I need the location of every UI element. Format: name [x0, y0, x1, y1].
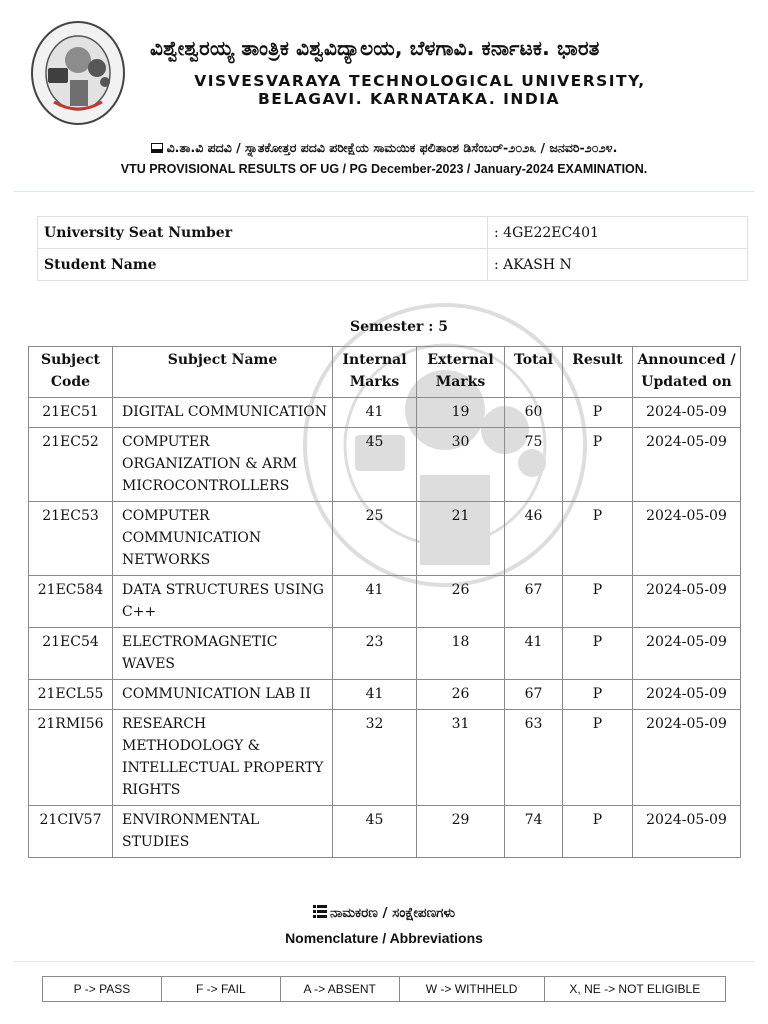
- announced-date: 2024-05-09: [633, 502, 741, 576]
- footer-divider: [14, 961, 754, 962]
- results-table: [28, 346, 741, 858]
- abbr-not-eligible: X, NE -> NOT ELIGIBLE: [544, 977, 725, 1002]
- abbreviations-row: [43, 977, 726, 1002]
- table-row: [29, 710, 741, 806]
- subject-name: DIGITAL COMMUNICATION: [113, 398, 333, 428]
- header-external-marks: External Marks: [417, 347, 505, 398]
- total-marks: 74: [505, 806, 563, 858]
- subject-code: 21EC53: [29, 502, 113, 576]
- result-status: P: [563, 680, 633, 710]
- header-internal-marks: Internal Marks: [333, 347, 417, 398]
- page-header: [0, 0, 768, 190]
- nomenclature-title-english: Nomenclature / Abbreviations: [285, 930, 483, 946]
- total-marks: 75: [505, 428, 563, 502]
- result-status: P: [563, 628, 633, 680]
- student-name-label: Student Name: [38, 249, 488, 281]
- total-marks: 60: [505, 398, 563, 428]
- university-title-kannada: ವಿಶ್ವೇಶ್ವರಯ್ಯ ತಾಂತ್ರಿಕ ವಿಶ್ವವಿದ್ಯಾಲಯ, ಬೆಳಗಾವಿ. ಕರ್ನಾಟಕ. ಭಾರತ: [150, 36, 600, 60]
- desktop-icon: [151, 143, 163, 153]
- semester-heading: Semester : 5: [349, 319, 449, 335]
- results-subtitle-english: VTU PROVISIONAL RESULTS OF UG / PG December-2023 / January-2024 EXAMINATION.: [120, 162, 648, 176]
- usn-value: : 4GE22EC401: [488, 217, 748, 249]
- results-header-row: [29, 347, 741, 398]
- header-announced: Announced / Updated on: [633, 347, 741, 398]
- internal-marks: 45: [333, 428, 417, 502]
- announced-date: 2024-05-09: [633, 680, 741, 710]
- abbr-absent: A -> ABSENT: [280, 977, 399, 1002]
- total-marks: 41: [505, 628, 563, 680]
- subject-name: COMPUTER COMMUNICATION NETWORKS: [113, 502, 333, 576]
- announced-date: 2024-05-09: [633, 576, 741, 628]
- subject-name: COMMUNICATION LAB II: [113, 680, 333, 710]
- header-subject-name: Subject Name: [113, 347, 333, 398]
- header-divider: [14, 191, 754, 192]
- usn-label: University Seat Number: [38, 217, 488, 249]
- subject-code: 21EC54: [29, 628, 113, 680]
- internal-marks: 45: [333, 806, 417, 858]
- header-total: Total: [505, 347, 563, 398]
- internal-marks: 32: [333, 710, 417, 806]
- abbr-pass: P -> PASS: [43, 977, 162, 1002]
- table-row: [29, 502, 741, 576]
- subject-code: 21RMI56: [29, 710, 113, 806]
- subject-code: 21EC584: [29, 576, 113, 628]
- announced-date: 2024-05-09: [633, 428, 741, 502]
- subject-code: 21EC52: [29, 428, 113, 502]
- external-marks: 29: [417, 806, 505, 858]
- table-row: [29, 806, 741, 858]
- announced-date: 2024-05-09: [633, 398, 741, 428]
- university-location-english: BELAGAVI. KARNATAKA. INDIA: [257, 90, 560, 108]
- result-status: P: [563, 502, 633, 576]
- table-row: [29, 628, 741, 680]
- abbreviations-table: [42, 976, 726, 1002]
- internal-marks: 25: [333, 502, 417, 576]
- student-name-value: : AKASH N: [488, 249, 748, 281]
- subject-name: COMPUTER ORGANIZATION & ARM MICROCONTROLLERS: [113, 428, 333, 502]
- announced-date: 2024-05-09: [633, 710, 741, 806]
- internal-marks: 41: [333, 680, 417, 710]
- subject-code: 21CIV57: [29, 806, 113, 858]
- announced-date: 2024-05-09: [633, 806, 741, 858]
- subject-name: RESEARCH METHODOLOGY & INTELLECTUAL PROPERTY RIGHTS: [113, 710, 333, 806]
- student-info-table: [37, 216, 748, 281]
- table-row: [29, 428, 741, 502]
- announced-date: 2024-05-09: [633, 628, 741, 680]
- header-subject-code: Subject Code: [29, 347, 113, 398]
- student-name-row: [38, 249, 748, 281]
- table-row: [29, 398, 741, 428]
- internal-marks: 23: [333, 628, 417, 680]
- subject-name: ELECTROMAGNETIC WAVES: [113, 628, 333, 680]
- table-row: [29, 680, 741, 710]
- total-marks: 67: [505, 576, 563, 628]
- total-marks: 67: [505, 680, 563, 710]
- abbr-withheld: W -> WITHHELD: [399, 977, 544, 1002]
- external-marks: 30: [417, 428, 505, 502]
- results-subtitle-kannada: ವಿ.ತಾ.ವಿ ಪದವಿ / ಸ್ನಾತಕೋತ್ತರ ಪದವಿ ಪರೀಕ್ಷೆಯ ಸಾಮಯಿಕ ಫಲಿತಾಂಶ ಡಿಸೆಂಬರ್-೨೦೨೩ / ಜನವರಿ-೨೦೨೪.: [0, 140, 768, 156]
- result-status: P: [563, 806, 633, 858]
- result-status: P: [563, 576, 633, 628]
- vtu-seal-logo-icon: [30, 20, 126, 126]
- external-marks: 26: [417, 680, 505, 710]
- external-marks: 19: [417, 398, 505, 428]
- result-status: P: [563, 710, 633, 806]
- usn-row: [38, 217, 748, 249]
- total-marks: 63: [505, 710, 563, 806]
- internal-marks: 41: [333, 576, 417, 628]
- result-status: P: [563, 428, 633, 502]
- subject-code: 21EC51: [29, 398, 113, 428]
- external-marks: 21: [417, 502, 505, 576]
- external-marks: 26: [417, 576, 505, 628]
- university-title-english: VISVESVARAYA TECHNOLOGICAL UNIVERSITY,: [194, 72, 646, 90]
- external-marks: 31: [417, 710, 505, 806]
- internal-marks: 41: [333, 398, 417, 428]
- list-icon: [313, 905, 327, 918]
- total-marks: 46: [505, 502, 563, 576]
- abbr-fail: F -> FAIL: [161, 977, 280, 1002]
- nomenclature-title-kannada: ನಾಮಕರಣ / ಸಂಕ್ಷೇಪಣಗಳು: [0, 905, 768, 921]
- header-result: Result: [563, 347, 633, 398]
- subject-code: 21ECL55: [29, 680, 113, 710]
- table-row: [29, 576, 741, 628]
- external-marks: 18: [417, 628, 505, 680]
- result-status: P: [563, 398, 633, 428]
- subject-name: ENVIRONMENTAL STUDIES: [113, 806, 333, 858]
- subject-name: DATA STRUCTURES USING C++: [113, 576, 333, 628]
